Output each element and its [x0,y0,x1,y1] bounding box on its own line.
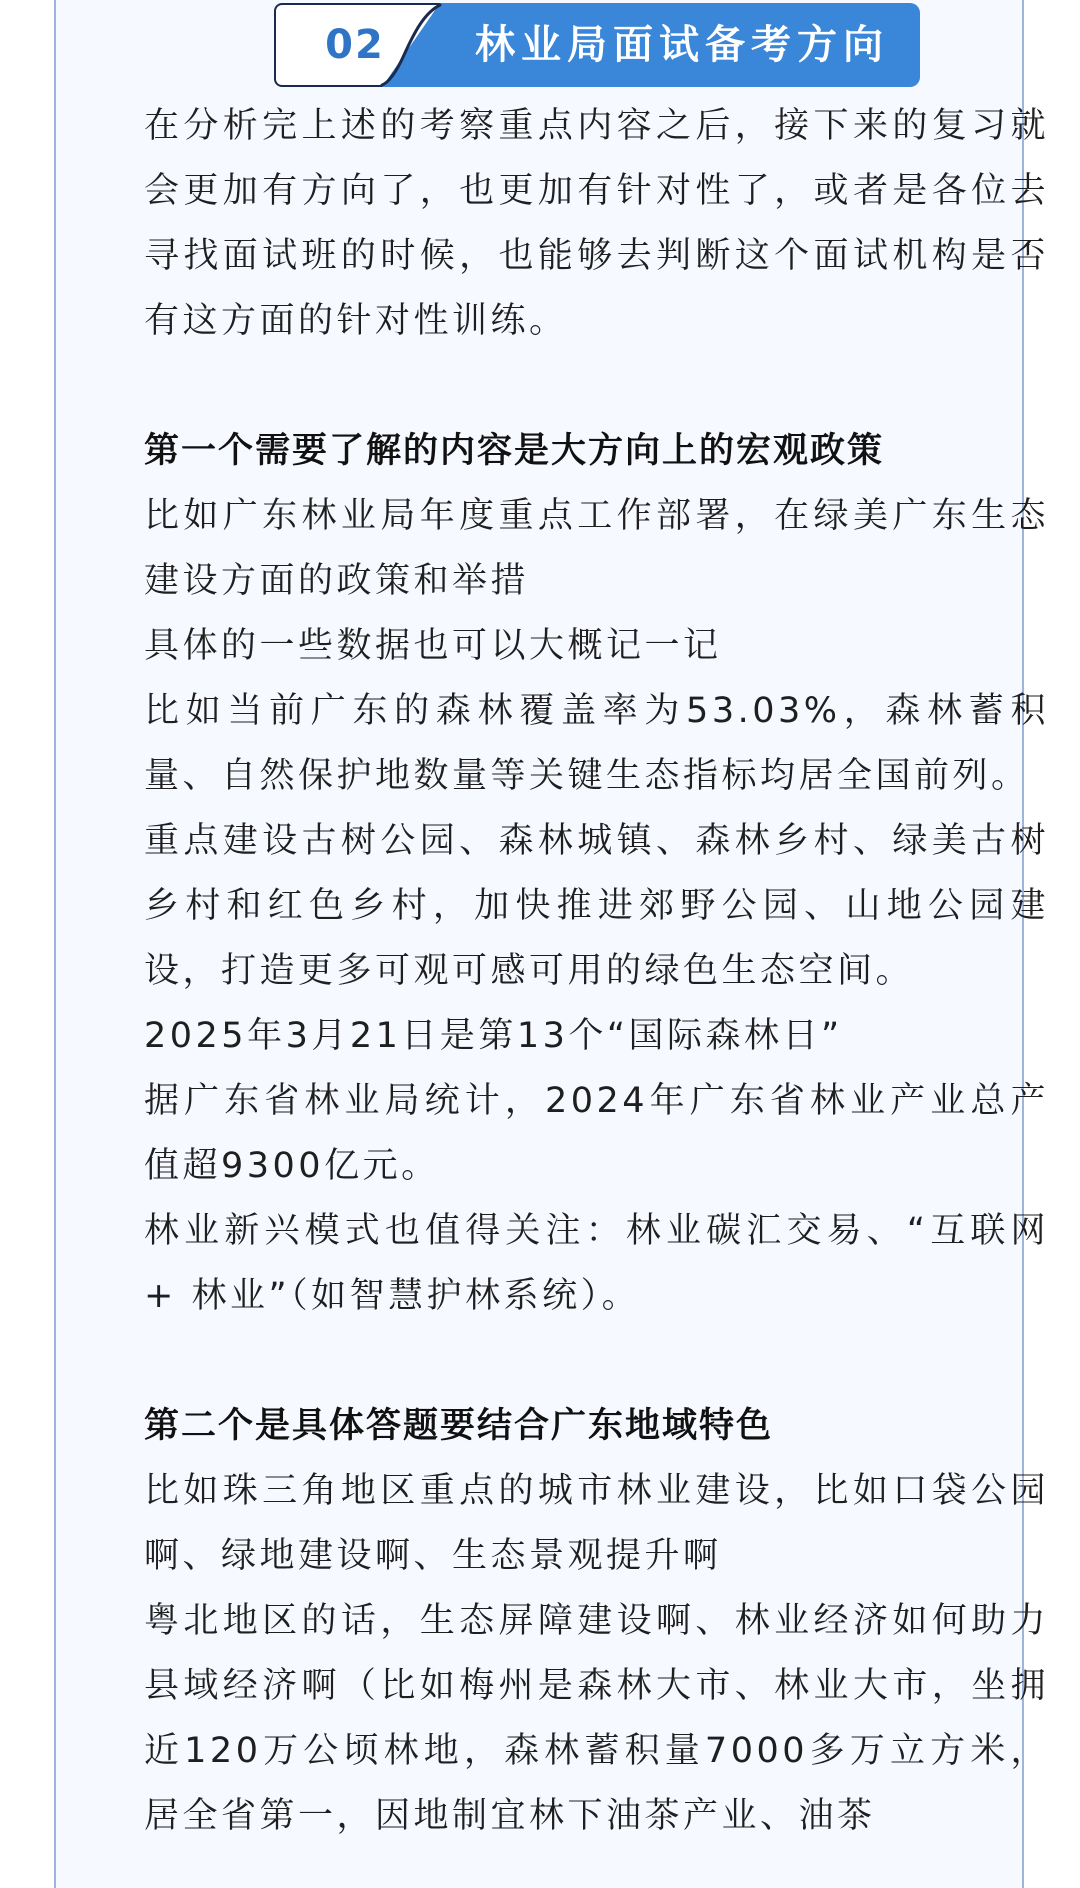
article-card [54,0,1049,1888]
section1-paragraph: 据广东省林业局统计，2024年广东省林业产业总产值超9300亿元。 [144,1081,1049,1186]
section1-paragraph: 比如当前广东的森林覆盖率为53.03%，森林蓄积量、自然保护地数量等关键生态指标均居全国前列。 [144,691,1049,796]
section1-paragraph: 2025年3月21日是第13个“国际森林日” [144,1016,843,1056]
intro-paragraph: 在分析完上述的考察重点内容之后，接下来的复习就会更加有方向了，也更加有针对性了，或者是各位去寻找面试班的时候，也能够去判断这个面试机构是否有这方面的针对性训练。 [144,106,1049,341]
section2-paragraph: 比如珠三角地区重点的城市林业建设，比如口袋公园啊、绿地建设啊、生态景观提升啊 [144,1471,1049,1576]
section1-paragraph: 林业新兴模式也值得关注：林业碳汇交易、“互联网 + 林业”（如智慧护林系统）。 [144,1211,1049,1316]
section1-paragraph: 具体的一些数据也可以大概记一记 [144,626,722,666]
slash-divider-icon [378,3,444,87]
section2-paragraph: 粤北地区的话，生态屏障建设啊、林业经济如何助力县域经济啊（比如梅州是森林大市、林业大市，坐拥近120万公顷林地，森林蓄积量7000多万立方米，居全省第一，因地制宜林下油茶产业、油茶 [144,1601,1049,1836]
section-header [274,3,920,87]
section1-paragraph: 重点建设古树公园、森林城镇、森林乡村、绿美古树乡村和红色乡村，加快推进郊野公园、山地公园建设，打造更多可观可感可用的绿色生态空间。 [144,821,1049,991]
article-body [144,94,1049,1849]
section2-heading: 第二个是具体答题要结合广东地域特色 [144,1406,774,1446]
section1-paragraph: 比如广东林业局年度重点工作部署，在绿美广东生态建设方面的政策和举措 [144,496,1049,601]
section-title: 林业局面试备考方向 [475,22,889,68]
paragraph-gap [144,354,1049,419]
section-number: 02 [325,22,385,68]
paragraph-gap [144,1329,1049,1394]
section1-heading: 第一个需要了解的内容是大方向上的宏观政策 [144,431,885,471]
